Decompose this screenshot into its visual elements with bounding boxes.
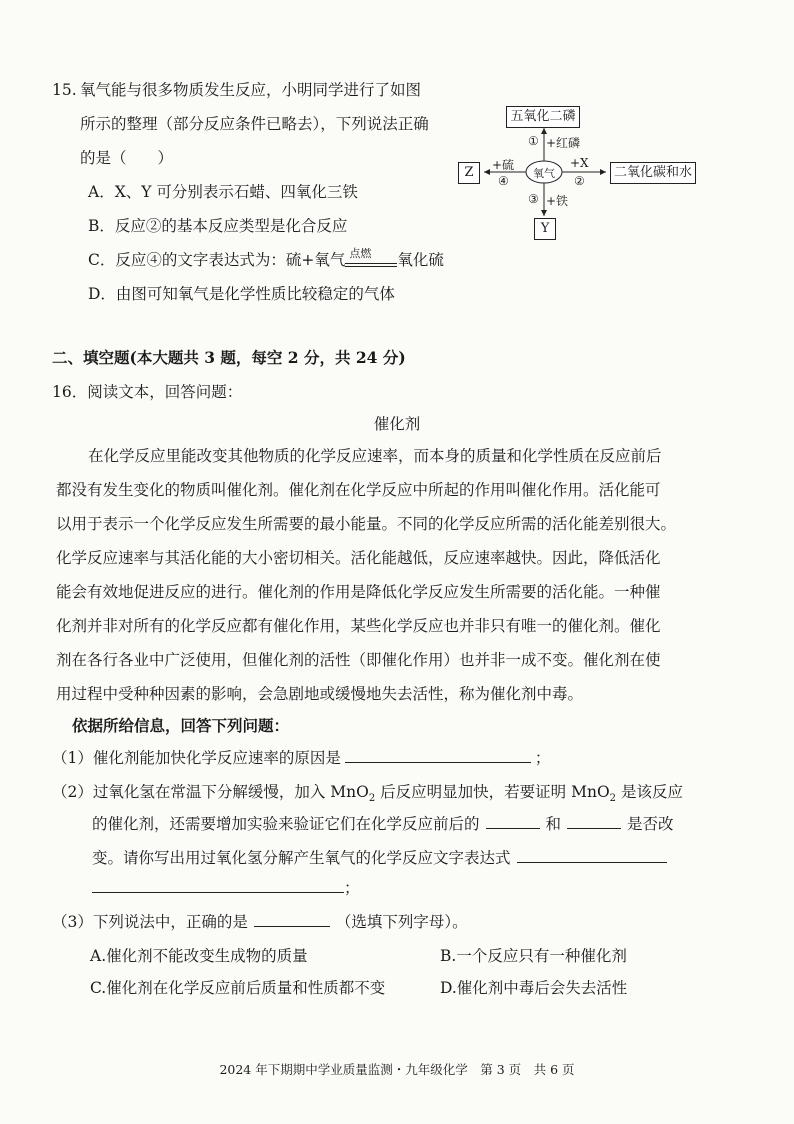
- q16-sub3-hint: （选填下列字母）。: [335, 913, 468, 931]
- q16-sub3-option-b: B.一个反应只有一种催化剂: [440, 947, 627, 965]
- q16-sub2-line4-end: ；: [344, 879, 360, 897]
- reaction-condition: 点燃: [349, 247, 372, 260]
- q15-stem-line-2: 所示的整理（部分反应条件已略去），下列说法正确: [80, 115, 429, 133]
- q16-sub2-line-4: [92, 878, 360, 898]
- q16-sub2-part-b: 后反应明显加快，若要证明 MnO: [375, 783, 610, 801]
- answer-blank-1[interactable]: [345, 748, 531, 763]
- q15-option-c-text: C．反应④的文字表达式为：硫+氧气: [88, 251, 346, 269]
- paragraph-line-4: 化学反应速率与其活化能的大小密切相关。活化能越低，反应速率越快。因此，降低活化: [56, 549, 661, 567]
- label-1: ①: [528, 134, 539, 148]
- paragraph-line-2: 都没有发生变化的物质叫催化剂。催化剂在化学反应中所起的作用叫催化作用。活化能可: [56, 481, 661, 499]
- q15-option-c-product: 氧化硫: [397, 251, 444, 269]
- q16-sub2-line2-b: 和: [545, 815, 562, 833]
- section-2-title: 二、填空题(本大题共 3 题，每空 2 分，共 24 分): [52, 348, 406, 367]
- answer-blank-2b[interactable]: [567, 814, 621, 829]
- q16-sub3-option-a: A.催化剂不能改变生成物的质量: [90, 947, 308, 965]
- q16-sub2-line-1: [52, 782, 683, 809]
- q15-option-d: D．由图可知氧气是化学性质比较稳定的气体: [88, 285, 395, 303]
- q16-sub3: [52, 912, 468, 932]
- q16-sub2-line-3: [92, 848, 667, 868]
- label-4: ④: [498, 174, 509, 188]
- q15-option-b: B．反应②的基本反应类型是化合反应: [88, 217, 348, 235]
- q15-option-c: [88, 247, 444, 270]
- box-y: Y: [534, 218, 556, 240]
- answer-blank-2c[interactable]: [517, 848, 667, 863]
- label-4-reactant: +硫: [492, 158, 515, 172]
- label-1-reactant: +红磷: [546, 136, 581, 150]
- oxygen-center: 氧气: [533, 167, 555, 180]
- label-2: ②: [574, 174, 585, 188]
- q16-prompt: 依据所给信息，回答下列问题：: [72, 716, 290, 735]
- q16-sub3-option-c: C.催化剂在化学反应前后质量和性质都不变: [90, 979, 386, 997]
- q16-sub2-part-c: 是该反应: [616, 783, 683, 801]
- page-footer: 2024 年下期期中学业质量监测・九年级化学 第 3 页 共 6 页: [219, 1062, 575, 1077]
- q16-sub3-text: （3）下列说法中，正确的是: [52, 913, 248, 931]
- label-3: ③: [528, 192, 539, 206]
- q16-sub2-line2-a: 的催化剂，还需要增加实验来验证它们在化学反应前后的: [92, 815, 480, 833]
- q16-sub1-end: ；: [534, 749, 551, 767]
- q16-sub3-option-d: D.催化剂中毒后会失去活性: [440, 979, 628, 997]
- answer-blank-3[interactable]: [254, 912, 330, 927]
- paragraph-line-7: 剂在各行各业中广泛使用，但催化剂的活性（即催化作用）也并非一成不变。催化剂在使: [56, 651, 661, 669]
- q16-number: 16．阅读文本，回答问题：: [52, 383, 243, 401]
- box-z: Z: [458, 162, 480, 184]
- q15-stem-line-1: 氧气能与很多物质发生反应，小明同学进行了如图: [80, 81, 422, 99]
- oxygen-reaction-diagram: [456, 104, 706, 244]
- answer-blank-2a[interactable]: [486, 814, 540, 829]
- paragraph-line-1: 在化学反应里能改变其他物质的化学反应速率，而本身的质量和化学性质在反应前后: [88, 447, 662, 465]
- q15-number: 15.: [52, 81, 77, 99]
- paragraph-line-3: 以用于表示一个化学反应发生所需要的最小能量。不同的化学反应所需的活化能差别很大。: [56, 515, 677, 533]
- article-title: 催化剂: [373, 415, 421, 433]
- box-co2-and-water: 二氧化碳和水: [610, 162, 696, 184]
- paragraph-line-6: 化剂并非对所有的化学反应都有催化作用，某些化学反应也并非只有唯一的催化剂。催化: [56, 617, 661, 635]
- reaction-arrow: [345, 247, 397, 270]
- q16-sub2-line3-text: 变。请你写出用过氧化氢分解产生氧气的化学反应文字表达式: [92, 849, 511, 867]
- answer-blank-2d[interactable]: [92, 878, 344, 893]
- q16-sub1: [52, 748, 550, 768]
- q16-sub2-part-a: （2）过氧化氢在常温下分解缓慢，加入 MnO: [52, 783, 369, 801]
- box-phosphorus-pentoxide: 五氧化二磷: [506, 106, 580, 128]
- q15-option-a: A．X、Y 可分别表示石蜡、四氧化三铁: [88, 183, 358, 201]
- mno2-subscript-1: 2: [368, 793, 376, 805]
- paragraph-line-8: 用过程中受种种因素的影响，会急剧地或缓慢地失去活性，称为催化剂中毒。: [56, 685, 584, 703]
- q16-sub2-line2-c: 是否改: [627, 815, 674, 833]
- label-2-reactant: +X: [570, 156, 589, 170]
- q16-sub2-line-2: [92, 814, 674, 834]
- mno2-subscript-2: 2: [609, 793, 617, 805]
- q15-stem-line-3: 的是（ ）: [80, 149, 174, 167]
- paragraph-line-5: 能会有效地促进反应的进行。催化剂的作用是降低化学反应发生所需要的活化能。一种催: [56, 583, 661, 601]
- label-3-reactant: +铁: [546, 194, 569, 208]
- q16-sub1-text: （1）催化剂能加快化学反应速率的原因是: [52, 749, 341, 767]
